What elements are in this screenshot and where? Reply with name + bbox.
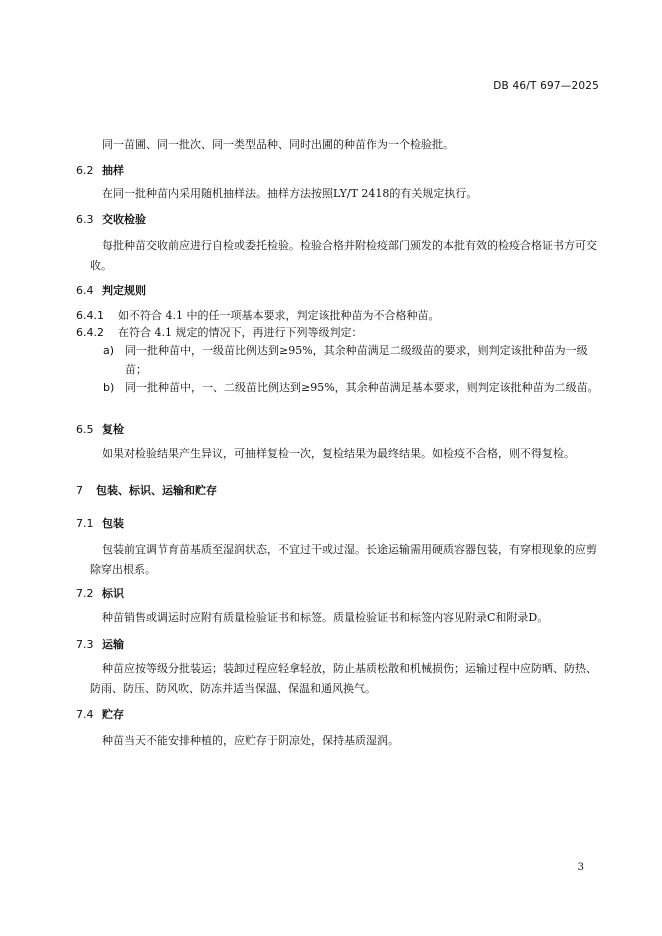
chapter-title: 包装、标识、运输和贮存: [96, 484, 217, 497]
clause-6-4-2: [76, 325, 601, 341]
section-number: 6.5: [76, 423, 94, 436]
section-6-5-text: 如果对检验结果产生异议，可抽样复检一次，复检结果为最终结果。如检疫不合格，则不得复检。: [102, 447, 575, 460]
section-number: 7.2: [76, 587, 94, 600]
standard-code: DB 46/T 697—2025: [493, 80, 599, 92]
section-number: 6.4: [76, 284, 94, 297]
section-title: 运输: [102, 638, 124, 651]
section-7-4-heading: [76, 707, 124, 723]
section-number: 6.3: [76, 213, 94, 226]
section-6-2-heading: [76, 163, 124, 179]
section-title: 复检: [102, 423, 124, 436]
section-7-3-heading: [76, 637, 124, 653]
list-item-b: [103, 378, 603, 397]
section-6-3-heading: [76, 212, 146, 228]
section-number: 7.4: [76, 708, 94, 721]
list-item-a: [103, 341, 603, 379]
chapter-number: 7: [76, 484, 83, 497]
section-title: 贮存: [102, 708, 124, 721]
section-title: 包装: [102, 517, 124, 530]
section-7-2-heading: [76, 586, 124, 602]
clause-text: 在符合 4.1 规定的情况下，再进行下列等级判定：: [118, 326, 363, 339]
section-7-4-text: 种苗当天不能安排种植的，应贮存于阴凉处，保持基质湿润。: [102, 734, 399, 747]
section-number: 7.3: [76, 638, 94, 651]
section-title: 标识: [102, 587, 124, 600]
section-6-4-heading: [76, 283, 146, 299]
list-item-text: 同一批种苗中，一级苗比例达到≥95%，其余种苗满足二级级苗的要求，则判定该批种苗为一级苗；: [125, 344, 588, 376]
section-number: 6.2: [76, 164, 94, 177]
page-number: 3: [577, 862, 584, 873]
section-6-5-heading: [76, 422, 124, 438]
clause-text: 如不符合 4.1 中的任一项基本要求，判定该批种苗为不合格种苗。: [118, 309, 440, 322]
section-7-3-text: 种苗应按等级分批装运；装卸过程应轻拿轻放，防止基质松散和机械损伤；运输过程中应防晒、防热、防雨、防压、防风吹、防冻并适当保温、保温和通风换气。: [90, 662, 597, 695]
section-title: 抽样: [102, 164, 124, 177]
clause-number: 6.4.1: [76, 309, 104, 322]
section-title: 交收检验: [102, 213, 146, 226]
chapter-7-heading: [76, 483, 217, 499]
section-7-1-heading: [76, 516, 124, 532]
clause-number: 6.4.2: [76, 326, 104, 339]
list-marker: b): [103, 381, 115, 394]
section-7-1-text: 包装前宜调节育苗基质至湿润状态，不宜过干或过湿。长途运输需用硬质容器包装，有穿根现象的应剪除穿出根系。: [90, 543, 597, 576]
section-6-3-text: 每批种苗交收前应进行自检或委托检验。检验合格并附检疫部门颁发的本批有效的检疫合格证书方可交收。: [90, 239, 597, 272]
section-title: 判定规则: [102, 284, 146, 297]
section-number: 7.1: [76, 517, 94, 530]
section-6-2-text: 在同一批种苗内采用随机抽样法。抽样方法按照LY/T 2418的有关规定执行。: [102, 187, 478, 200]
intro-paragraph: 同一苗圃、同一批次、同一类型品种、同时出圃的种苗作为一个检验批。: [102, 138, 454, 151]
clause-6-4-1: [76, 308, 601, 324]
section-7-2-text: 种苗销售或调运时应附有质量检验证书和标签。质量检验证书和标签内容见附录C和附录D。: [102, 611, 549, 624]
list-marker: a): [103, 344, 115, 357]
list-item-text: 同一批种苗中，一、二级苗比例达到≥95%，其余种苗满足基本要求，则判定该批种苗为二级苗。: [125, 381, 599, 394]
